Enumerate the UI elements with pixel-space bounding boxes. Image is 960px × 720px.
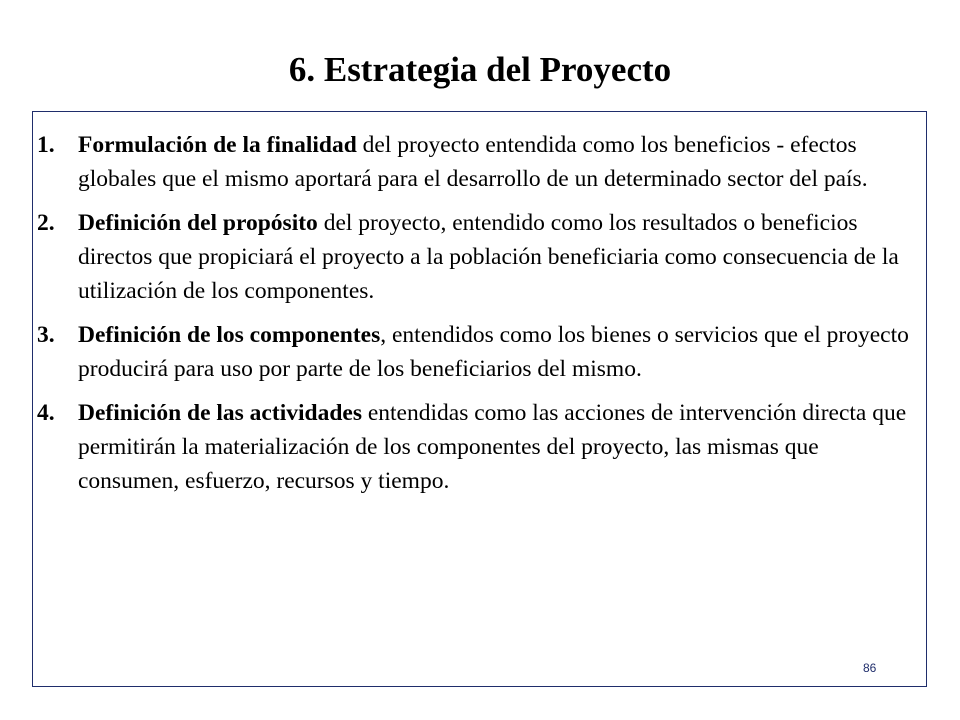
item-heading: Formulación de la finalidad bbox=[78, 132, 357, 158]
item-number: 4. bbox=[37, 400, 55, 426]
list-item-finalidad bbox=[33, 128, 926, 196]
item-number: 1. bbox=[37, 132, 55, 158]
item-number: 3. bbox=[37, 322, 55, 348]
item-text: del proyecto, entendido como los resultados o beneficios directos que propiciará el proyecto a la población beneficiaria como consecuencia de la utilización de los componentes. bbox=[78, 210, 899, 304]
list-item-actividades bbox=[33, 396, 926, 498]
item-text: , entendidos como los bienes o servicios que el proyecto producirá para uso por parte de los beneficiarios del mismo. bbox=[78, 322, 909, 382]
item-text: del proyecto entendida como los beneficios - efectos globales que el mismo aportará para el desarrollo de un determinado sector del país. bbox=[78, 132, 868, 192]
slide-title: 6. Estrategia del Proyecto bbox=[288, 50, 672, 89]
list-item-proposito bbox=[33, 206, 926, 308]
item-number: 2. bbox=[37, 210, 55, 236]
strategy-list bbox=[33, 128, 926, 508]
item-heading: Definición de las actividades bbox=[78, 400, 362, 426]
page-number: 86 bbox=[863, 661, 877, 675]
item-text: entendidas como las acciones de intervención directa que permitirán la materialización de los componentes del proyecto, las mismas que consumen, esfuerzo, recursos y tiempo. bbox=[78, 400, 907, 494]
list-item-componentes bbox=[33, 318, 926, 386]
item-heading: Definición de los componentes bbox=[78, 322, 381, 348]
item-heading: Definición del propósito bbox=[78, 210, 318, 236]
content-box bbox=[32, 111, 927, 687]
